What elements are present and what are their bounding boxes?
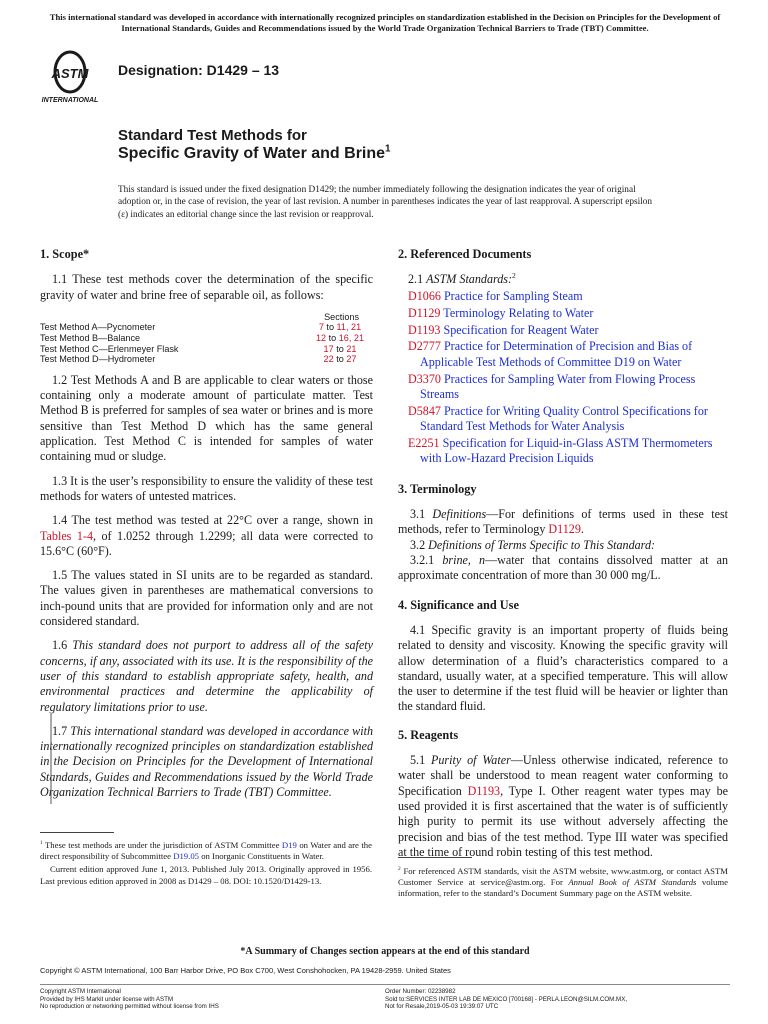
ref-code-link[interactable]: D1066: [408, 289, 441, 304]
license-line: Provided by IHS Markit under license with ASTM: [40, 995, 174, 1003]
license-line: No reproduction or networking permitted without license from IHS: [40, 1003, 219, 1011]
para-3-2-1: [398, 553, 728, 584]
logo-subtext: INTERNATIONAL: [41, 97, 99, 104]
footnote-mark: 1: [40, 840, 43, 847]
footnote-2-para: [398, 866, 728, 900]
footnote-1-para: [40, 840, 372, 862]
sub-footnote-mark: 2: [512, 271, 516, 281]
footnote-rule-left: [40, 832, 114, 833]
title-line-1: Standard Test Methods for: [118, 127, 307, 144]
bottom-rule: [40, 984, 730, 985]
ref-title-link[interactable]: Practice for Sampling Steam: [443, 289, 583, 304]
method-row: [40, 354, 373, 365]
range-sep: to: [328, 333, 337, 344]
footnote-italic: Annual Book of ASTM Standards: [568, 877, 697, 888]
para-text: 1.4 The test method was tested at 22°C over a range, shown in: [52, 513, 373, 528]
para-number: 1.7: [52, 723, 71, 738]
para-text: —water that contains dissolved matter at an approximate concentration of more than 30 000 mg/L.: [398, 553, 729, 583]
term: Purity of Water: [430, 753, 511, 768]
significance-heading: 4. Significance and Use: [398, 597, 519, 612]
para-1-3: 1.3 It is the user’s responsibility to ensure the validity of these test methods for waters of untested matrices.: [40, 473, 373, 503]
method-range: [307, 354, 373, 365]
para-1-5: 1.5 The values stated in SI units are to be regarded as standard. The values given in parentheses are mathematical conversions to inch-pound units that are provided for information only and are not considered standard.: [40, 568, 373, 629]
range-sep: to: [326, 322, 335, 333]
method-name: Test Method B—Balance: [40, 333, 141, 344]
referenced-list: [398, 272, 728, 466]
para-text: —For definitions of terms used in these test methods, refer to Terminology: [398, 507, 729, 537]
footnote-text: on Inorganic Constituents in Water.: [199, 851, 324, 862]
para-1-2: 1.2 Test Methods A and B are applicable to clear waters or those containing only a moderate amount of particulate matter. Test Method B is preferred for samples of sea water or brines and is more sensitive than Test Method D which has the same general application. Test Method C is intended for samples of water containing mud or sludge.: [40, 372, 373, 464]
method-range: [307, 333, 373, 344]
designation: [118, 62, 279, 78]
ref-item: [398, 289, 728, 304]
term: Definitions: [432, 507, 487, 522]
range-sep: to: [336, 354, 344, 365]
revision-bar: [48, 714, 54, 804]
para-3-1: [398, 507, 728, 538]
intro-note: This standard is issued under the fixed designation D1429; the number immediately following the designation indicates the year of original adoption or, in the case of revision, the year of last revision. A number in parentheses indicates the year of last reapproval. A superscript epsilon (ε) indicates an editorial change since the last revision or reapproval.: [118, 185, 653, 220]
title-text: Specific Gravity of Water and Brine: [118, 145, 386, 162]
left-column: [40, 247, 373, 809]
ref-code-link[interactable]: D3370: [408, 371, 441, 386]
range-to-link[interactable]: 27: [346, 354, 357, 365]
referenced-heading: 2. Referenced Documents: [398, 247, 532, 261]
footnote-1-edition: Current edition approved June 1, 2013. Published July 2013. Originally approved in 1956. Last previous edition approved in 2008 as D1429 – 08. DOI: 10.1520/D1429-13.: [40, 864, 372, 886]
method-name: Test Method C—Erlenmeyer Flask: [40, 343, 179, 354]
designation-dash: –: [251, 62, 260, 78]
para-italic-text: This standard does not purport to address all of the safety concerns, if any, associated with its use. It is the responsibility of the user of this standard to establish appropriate safety, health, and environmental practices and determine the applicability of regulatory limitations prior to use.: [40, 638, 374, 714]
sub-number: 2.1: [408, 272, 427, 287]
para-italic-text: This international standard was developed in accordance with internationally recognized principles on standardization established in the Decision on Principles for the Development of International Standards, Guides and Recommendations issued by the World Trade Organization Technical Barriers to Trade (TBT) Committee.: [40, 723, 373, 799]
ref-item: [398, 306, 728, 321]
scope-heading: 1. Scope*: [40, 247, 90, 261]
astm-logo: [40, 50, 112, 106]
method-row: [40, 333, 373, 344]
ref-title-link[interactable]: Specification for Reagent Water: [443, 322, 599, 337]
footnote-text: on Water and are the direct responsibility of Subcommittee: [40, 840, 372, 862]
d19-05-link[interactable]: D19.05: [173, 851, 200, 862]
summary-note: *A Summary of Changes section appears at the end of this standard: [240, 946, 530, 957]
range-from-link[interactable]: 7: [318, 322, 324, 333]
method-name: Test Method A—Pycnometer: [40, 322, 156, 333]
footnote-text: These test methods are under the jurisdiction of ASTM Committee: [42, 840, 282, 850]
footnote-1: [40, 840, 372, 889]
range-to-link[interactable]: 16, 21: [338, 333, 365, 344]
para-text: , of 1.0252 through 1.2299; all data were corrected to 15.6°C (60°F).: [40, 528, 373, 558]
ref-code-link[interactable]: D2777: [408, 339, 441, 354]
top-notice: This international standard was developed in accordance with internationally recognized principles on standardization established in the Decision on Principles for the Development of International Standards, Guides and Recommendations issued by the World Trade Organization Technical Barriers to Trade (TBT) Committee.: [49, 12, 721, 33]
license-line: Copyright ASTM International: [40, 988, 121, 995]
range-from-link[interactable]: 17: [323, 343, 334, 354]
order-info: [385, 988, 730, 1011]
ref-item: [398, 339, 728, 370]
order-line: Not for Resale,2019-05-03 19:39:07 UTC: [385, 1003, 499, 1011]
ref-code-link[interactable]: D5847: [408, 403, 441, 418]
designation-label: Designation: D1429: [118, 62, 248, 78]
range-sep: to: [336, 343, 344, 354]
sections-header: Sections: [324, 311, 359, 322]
right-column: [398, 247, 728, 869]
para-text: .: [580, 522, 584, 537]
terminology-heading: 3. Terminology: [398, 481, 477, 496]
para-number: 3.2.1: [410, 553, 443, 568]
order-line: Order Number: 02238982: [385, 988, 456, 995]
footnote-text: volume information, refer to the standard’s Document Summary page on the ASTM website.: [398, 877, 728, 899]
para-text: —Unless otherwise indicated, reference to water shall be understood to mean reagent water conforming to Specification: [398, 753, 728, 798]
para-1-7: [40, 724, 373, 800]
ref-item: [398, 323, 728, 338]
method-range: [307, 322, 373, 333]
para-4-1: 4.1 Specific gravity is an important property of fluids being related to density and viscosity. Knowing the specific gravity will allow determination of a fluid’s characteristics compared to a standard, usually water, at a specified temperature. This will allow the user to determine if the test fluid will be heavier or lighter than the standard fluid.: [398, 622, 728, 714]
range-to-link[interactable]: 21: [346, 343, 357, 354]
para-1-6: [40, 638, 373, 714]
para-text: , Type I. Other reagent water types may be used provided it is first ascertained that the water is of sufficiently high purity to permit its use without adversely affecting the precision and bias of the test method. Type III water was specified at the time of round robin testing of this test method.: [398, 783, 728, 859]
ref-title-link[interactable]: Practices for Sampling Water from Flowing Process Streams: [420, 371, 696, 401]
ref-title-link[interactable]: Terminology Relating to Water: [443, 305, 594, 320]
logo-text: ASTM: [51, 66, 89, 81]
para-5-1: [398, 753, 728, 860]
term: brine, n: [442, 553, 486, 568]
order-line: Sold to:SERVICES INTER LAB DE MEXICO [700168] - PERLA.LEON@SILM.COM.MX,: [385, 995, 628, 1003]
license-info: [40, 988, 370, 1011]
range-from-link[interactable]: 22: [323, 354, 334, 365]
ref-item: [398, 372, 728, 403]
range-from-link[interactable]: 12: [315, 333, 327, 344]
para-number: 3.1: [410, 507, 433, 522]
footnote-2: [398, 866, 728, 902]
d1129-link[interactable]: D1129: [548, 522, 581, 537]
tables-link[interactable]: Tables 1-4: [40, 528, 93, 543]
d1193-link[interactable]: D1193: [467, 783, 501, 798]
ref-item: [398, 404, 728, 435]
para-italic-text: Definitions of Terms Specific to This Standard:: [428, 537, 656, 552]
method-range: [307, 344, 373, 355]
title-footnote-mark: 1: [385, 143, 391, 155]
method-name: Test Method D—Hydrometer: [40, 354, 156, 365]
footnote-rule-right: [398, 857, 472, 858]
sub-label: ASTM Standards:: [426, 272, 513, 287]
ref-title-link[interactable]: Practice for Writing Quality Control Specifications for Standard Test Methods for Water Analysis: [420, 403, 708, 433]
para-3-2: [398, 538, 728, 553]
method-row: [40, 344, 373, 355]
para-1-1: 1.1 These test methods cover the determination of the specific gravity of water and brine free of separable oil, as follows:: [40, 272, 373, 302]
footnote-text: For referenced ASTM standards, visit the ASTM website, www.astm.org, or contact ASTM Customer Service at service@astm.org. For: [398, 866, 728, 888]
para-number: 1.6: [52, 638, 73, 653]
ref-item: [398, 436, 728, 467]
footnote-mark: 2: [398, 866, 401, 873]
reagents-heading: 5. Reagents: [398, 727, 459, 742]
methods-table: [40, 312, 373, 365]
para-number: 5.1: [410, 753, 431, 768]
para-1-4: [40, 513, 373, 559]
astm-standards-label: [398, 272, 728, 287]
ref-title-link[interactable]: Practice for Determination of Precision and Bias of Applicable Test Methods of Committee D19 on Water: [420, 339, 693, 369]
range-to-link[interactable]: 11, 21: [336, 322, 362, 333]
ref-code-link[interactable]: D1129: [408, 305, 441, 320]
para-number: 3.2: [410, 537, 429, 552]
ref-code-link[interactable]: D1193: [408, 322, 441, 337]
title-line-2: [118, 145, 391, 163]
designation-year: 13: [263, 62, 280, 78]
d19-link[interactable]: D19: [281, 840, 297, 850]
ref-title-link[interactable]: Specification for Liquid-in-Glass ASTM Thermometers with Low-Hazard Precision Liquids: [420, 435, 713, 466]
copyright-line: Copyright © ASTM International, 100 Barr Harbor Drive, PO Box C700, West Conshohocken, PA 19428-2959. United States: [40, 966, 451, 975]
ref-code-link[interactable]: E2251: [408, 435, 440, 450]
method-row: [40, 322, 373, 333]
